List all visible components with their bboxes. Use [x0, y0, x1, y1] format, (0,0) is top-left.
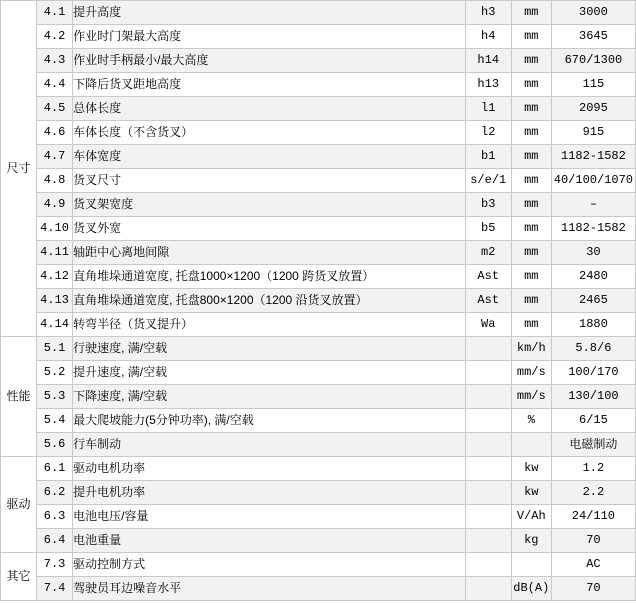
row-value-cell: 5.8/6 [551, 337, 635, 361]
row-symbol-cell: s/e/1 [465, 169, 511, 193]
row-unit-cell: mm [511, 145, 551, 169]
row-number-cell: 4.2 [37, 25, 73, 49]
row-number-cell: 6.4 [37, 529, 73, 553]
row-name-cell: 提升高度 [73, 1, 466, 25]
row-unit-cell: mm [511, 73, 551, 97]
table-row [1, 193, 636, 217]
row-number-cell: 4.5 [37, 97, 73, 121]
row-number-cell: 4.6 [37, 121, 73, 145]
row-number-cell: 4.7 [37, 145, 73, 169]
row-name-cell: 电池重量 [73, 529, 466, 553]
row-value-cell: 3000 [551, 1, 635, 25]
row-symbol-cell: b1 [465, 145, 511, 169]
row-unit-cell: mm [511, 169, 551, 193]
row-name-cell: 提升速度, 满/空载 [73, 361, 466, 385]
table-row [1, 49, 636, 73]
table-row [1, 145, 636, 169]
table-row [1, 553, 636, 577]
row-symbol-cell: h4 [465, 25, 511, 49]
row-number-cell: 5.3 [37, 385, 73, 409]
table-row [1, 97, 636, 121]
row-value-cell: 3645 [551, 25, 635, 49]
row-name-cell: 货叉外宽 [73, 217, 466, 241]
row-number-cell: 6.2 [37, 481, 73, 505]
table-row [1, 313, 636, 337]
row-value-cell: 30 [551, 241, 635, 265]
table-row [1, 481, 636, 505]
table-row [1, 409, 636, 433]
row-symbol-cell: l1 [465, 97, 511, 121]
row-name-cell: 转弯半径（货叉提升） [73, 313, 466, 337]
row-symbol-cell: l2 [465, 121, 511, 145]
row-symbol-cell: b5 [465, 217, 511, 241]
row-symbol-cell [465, 577, 511, 601]
row-name-cell: 直角堆垛通道宽度, 托盘800×1200（1200 沿货叉放置） [73, 289, 466, 313]
row-name-cell: 下降后货叉距地高度 [73, 73, 466, 97]
row-value-cell: 100/170 [551, 361, 635, 385]
row-number-cell: 7.4 [37, 577, 73, 601]
row-symbol-cell [465, 457, 511, 481]
row-name-cell: 轴距中心离地间隙 [73, 241, 466, 265]
row-number-cell: 4.10 [37, 217, 73, 241]
row-value-cell: 1182-1582 [551, 217, 635, 241]
row-unit-cell: km/h [511, 337, 551, 361]
row-name-cell: 下降速度, 满/空载 [73, 385, 466, 409]
row-value-cell: 40/100/1070 [551, 169, 635, 193]
row-value-cell: 2095 [551, 97, 635, 121]
row-unit-cell: mm [511, 265, 551, 289]
row-number-cell: 4.9 [37, 193, 73, 217]
row-symbol-cell [465, 553, 511, 577]
row-unit-cell [511, 433, 551, 457]
row-number-cell: 4.8 [37, 169, 73, 193]
row-unit-cell: kw [511, 457, 551, 481]
row-name-cell: 总体长度 [73, 97, 466, 121]
row-number-cell: 5.1 [37, 337, 73, 361]
row-symbol-cell [465, 505, 511, 529]
row-unit-cell: kg [511, 529, 551, 553]
row-number-cell: 5.4 [37, 409, 73, 433]
row-value-cell: 670/1300 [551, 49, 635, 73]
row-value-cell: 130/100 [551, 385, 635, 409]
row-value-cell: 70 [551, 529, 635, 553]
specification-table-body [1, 1, 636, 601]
table-row [1, 529, 636, 553]
row-name-cell: 车体宽度 [73, 145, 466, 169]
table-row [1, 385, 636, 409]
row-name-cell: 货叉尺寸 [73, 169, 466, 193]
row-group-label: 其它 [1, 553, 37, 601]
row-unit-cell: mm [511, 49, 551, 73]
row-unit-cell: mm [511, 313, 551, 337]
table-row [1, 433, 636, 457]
row-symbol-cell: Wa [465, 313, 511, 337]
row-value-cell: 915 [551, 121, 635, 145]
table-row [1, 169, 636, 193]
row-unit-cell: mm [511, 97, 551, 121]
row-name-cell: 作业时手柄最小/最大高度 [73, 49, 466, 73]
row-name-cell: 提升电机功率 [73, 481, 466, 505]
table-row [1, 361, 636, 385]
row-unit-cell: mm [511, 289, 551, 313]
row-value-cell: 24/110 [551, 505, 635, 529]
table-row [1, 337, 636, 361]
row-unit-cell: dB(A) [511, 577, 551, 601]
row-value-cell: 2480 [551, 265, 635, 289]
row-name-cell: 驱动控制方式 [73, 553, 466, 577]
table-row [1, 577, 636, 601]
row-name-cell: 直角堆垛通道宽度, 托盘1000×1200（1200 跨货叉放置） [73, 265, 466, 289]
table-row [1, 25, 636, 49]
row-unit-cell [511, 553, 551, 577]
row-symbol-cell [465, 529, 511, 553]
row-number-cell: 5.2 [37, 361, 73, 385]
row-unit-cell: V/Ah [511, 505, 551, 529]
row-symbol-cell [465, 481, 511, 505]
row-name-cell: 车体长度（不含货叉） [73, 121, 466, 145]
row-number-cell: 6.1 [37, 457, 73, 481]
table-row [1, 289, 636, 313]
row-number-cell: 5.6 [37, 433, 73, 457]
row-value-cell: 2.2 [551, 481, 635, 505]
row-number-cell: 6.3 [37, 505, 73, 529]
row-number-cell: 7.3 [37, 553, 73, 577]
row-value-cell: 电磁制动 [551, 433, 635, 457]
row-unit-cell: kw [511, 481, 551, 505]
row-value-cell: 115 [551, 73, 635, 97]
row-symbol-cell: b3 [465, 193, 511, 217]
row-unit-cell: mm/s [511, 361, 551, 385]
row-unit-cell: mm [511, 121, 551, 145]
table-row [1, 1, 636, 25]
row-name-cell: 最大爬坡能力(5分钟功率), 满/空载 [73, 409, 466, 433]
row-symbol-cell [465, 385, 511, 409]
row-number-cell: 4.1 [37, 1, 73, 25]
row-unit-cell: % [511, 409, 551, 433]
row-number-cell: 4.4 [37, 73, 73, 97]
row-group-label: 性能 [1, 337, 37, 457]
row-name-cell: 电池电压/容量 [73, 505, 466, 529]
row-name-cell: 驱动电机功率 [73, 457, 466, 481]
table-row [1, 265, 636, 289]
row-number-cell: 4.11 [37, 241, 73, 265]
row-number-cell: 4.12 [37, 265, 73, 289]
row-name-cell: 行驶速度, 满/空载 [73, 337, 466, 361]
row-name-cell: 作业时门架最大高度 [73, 25, 466, 49]
row-name-cell: 驾驶员耳边噪音水平 [73, 577, 466, 601]
table-row [1, 505, 636, 529]
row-value-cell: 70 [551, 577, 635, 601]
row-unit-cell: mm [511, 193, 551, 217]
row-value-cell: 1182-1582 [551, 145, 635, 169]
row-value-cell: – [551, 193, 635, 217]
row-number-cell: 4.14 [37, 313, 73, 337]
row-group-label: 尺寸 [1, 1, 37, 337]
row-value-cell: 1.2 [551, 457, 635, 481]
row-symbol-cell [465, 361, 511, 385]
row-name-cell: 行车制动 [73, 433, 466, 457]
row-symbol-cell: h14 [465, 49, 511, 73]
row-unit-cell: mm [511, 1, 551, 25]
row-unit-cell: mm [511, 25, 551, 49]
row-symbol-cell [465, 433, 511, 457]
row-unit-cell: mm [511, 217, 551, 241]
table-row [1, 217, 636, 241]
row-symbol-cell: Ast [465, 289, 511, 313]
table-row [1, 457, 636, 481]
row-symbol-cell: h3 [465, 1, 511, 25]
row-symbol-cell [465, 409, 511, 433]
row-number-cell: 4.3 [37, 49, 73, 73]
row-symbol-cell [465, 337, 511, 361]
table-row [1, 73, 636, 97]
row-symbol-cell: h13 [465, 73, 511, 97]
row-symbol-cell: m2 [465, 241, 511, 265]
table-row [1, 121, 636, 145]
row-name-cell: 货叉架宽度 [73, 193, 466, 217]
row-unit-cell: mm/s [511, 385, 551, 409]
row-symbol-cell: Ast [465, 265, 511, 289]
row-value-cell: AC [551, 553, 635, 577]
row-value-cell: 1880 [551, 313, 635, 337]
row-number-cell: 4.13 [37, 289, 73, 313]
row-value-cell: 6/15 [551, 409, 635, 433]
row-unit-cell: mm [511, 241, 551, 265]
row-group-label: 驱动 [1, 457, 37, 553]
row-value-cell: 2465 [551, 289, 635, 313]
table-row [1, 241, 636, 265]
